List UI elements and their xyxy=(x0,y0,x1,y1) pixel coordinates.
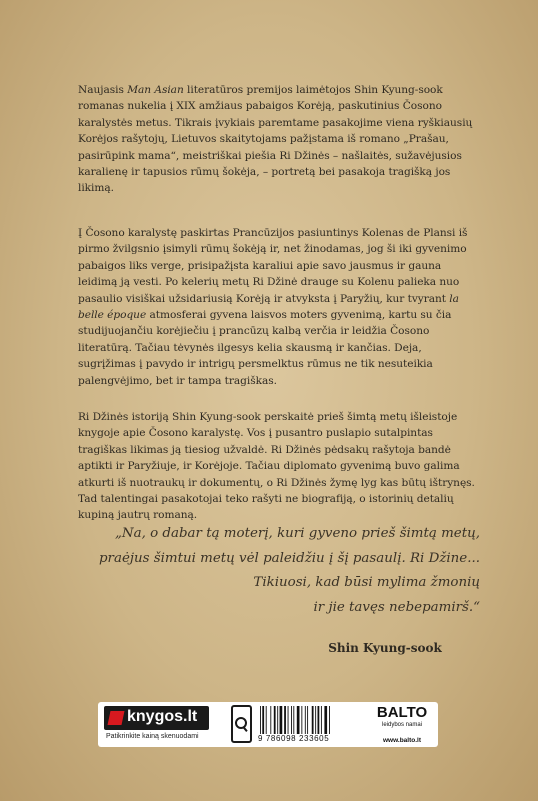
price-check-caption: Patikrinkite kainą skenuodami xyxy=(106,733,199,740)
publisher-name: BALTO xyxy=(376,704,428,721)
quote-line: praėjus šimtui metų vėl paleidžiu į šį pasaulį. Ri Džine... xyxy=(98,550,480,566)
balto-logo xyxy=(373,705,431,747)
era-name: la belle époque xyxy=(78,292,459,322)
barcode-panel xyxy=(98,702,438,747)
quote-line: ir jie tavęs nebepamirš.“ xyxy=(313,599,480,615)
publisher-url: www.balto.lt xyxy=(382,737,422,744)
knygos-logo[interactable] xyxy=(104,706,209,730)
quote-line: Tikiuosi, kad būsi mylima žmonių xyxy=(253,575,480,590)
quote-author: Shin Kyung-sook xyxy=(328,641,442,655)
quote-line: „Na, o dabar tą moterį, kuri gyveno prieš šimtą metų, xyxy=(114,526,480,541)
intro-paragraph: Naujasis Man Asian literatūros premijos laimėtojos Shin Kyung-sook romanas nukelia į XIX amžiaus pabaigos Korėją, paskutinius Čosono karalystės metus. Tikrais įvykiais paremtame pasakojime viena ryškiausių Korėjos rašytojų, Lietuvos skaitytojams pažįstama iš romano „Prašau, pasirūpink mama“, meistriškai piešia Ri Džinės – našlaitės, sužavėjusios karalienę ir tapusios rūmų šokėja, – portretą bei pasakoja tragišką jos likimą. xyxy=(78,84,473,195)
isbn-number: 9 786098 233605 xyxy=(258,734,330,743)
phone-magnifier-icon xyxy=(231,705,252,743)
background-paragraph: Ri Džinės istoriją Shin Kyung-sook perskaitė prieš šimtą metų išleistoje knygoje apie Čosono karalystę. Vos į pusantro puslapio sutalpintas tragiškas likimas ją tiesiog užvaldė. Ri Džinės pėdsakų rašytoja bandė aptikti ir Paryžiuje, ir Korėjoje. Tačiau diplomato gyvenimą buvo galima atkurti iš nuotraukų ir dokumentų, o Ri Džinės žymę lyg kas būtų ištrynęs. Tad talentingai pasakotojai teko rašyti ne biografiją, o istorinių detalių kupiną jautrų romaną. xyxy=(78,411,475,522)
author-quote xyxy=(60,522,480,620)
plot-paragraph: Į Čosono karalystę paskirtas Prancūzijos pasiuntinys Kolenas de Plansi iš pirmo žvilgsnio įsimyli rūmų šokėją ir, net žinodamas, jog ši iki gyvenimo pabaigos liks verge, prisipažįsta karaliui apie savo jausmus ir gauna leidimą ją vesti. Po kelerių metų Ri Džinė drauge su Kolenu palieka nuo pasaulio visiškai užsidariusią Korėją ir atvyksta į Paryžių, kur tvyrant la belle époque atmosferai gyvena laisvos moters gyvenimą, kartu su čia studijuojančiu korėjiečiu į prancūzų kalbą verčia ir leidžia Čosono literatūrą. Tačiau tėvynės ilgesys kelia skausmą ir kančias. Deja, sugrįžimas į pavydo ir intrigų persmelktus rūmus ne tik nesuteikia palengvėjimo, bet ir tampa tragiškas. xyxy=(78,227,468,387)
prize-name: Man Asian xyxy=(127,84,184,96)
knygos-logo-text: knygos.lt xyxy=(127,708,198,725)
publisher-subtitle: leidybos namai xyxy=(381,722,423,728)
isbn-barcode xyxy=(259,706,359,734)
knygos-mark-icon xyxy=(108,711,125,725)
